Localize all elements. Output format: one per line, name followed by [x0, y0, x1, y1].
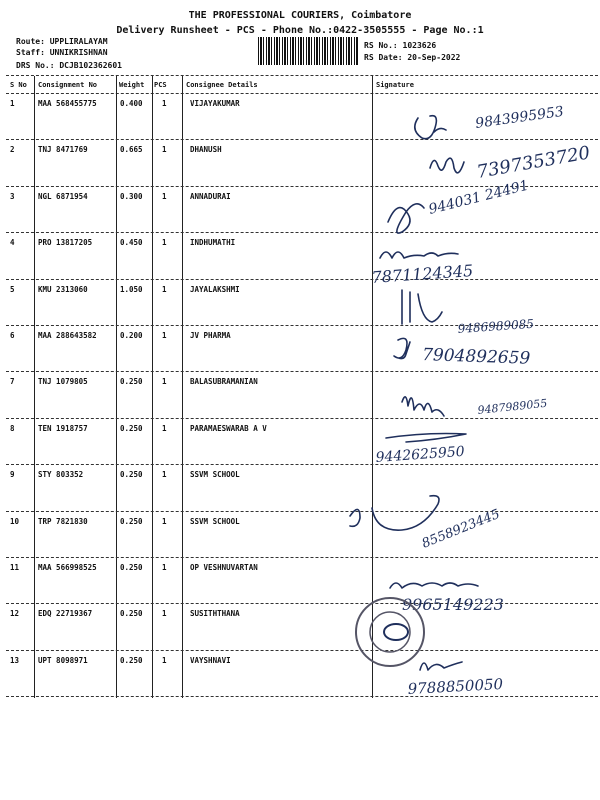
weight-cell: 0.200: [120, 331, 143, 340]
weight-cell: 0.250: [120, 609, 143, 619]
signature-stroke: [415, 116, 446, 139]
pieces-cell: 1: [162, 655, 167, 665]
consignment-number-cell: MAA 568455775: [38, 99, 97, 108]
signature-phone: 8558923445: [419, 506, 503, 552]
signature-phone: 9487989055: [476, 396, 548, 417]
weight-cell: 0.250: [120, 470, 143, 480]
signature-phone: 9965149223: [402, 595, 504, 614]
consignee-name-cell: DHANUSH: [190, 145, 222, 155]
consignment-number-cell: STY 803352: [38, 470, 84, 480]
signature-stroke: [430, 158, 464, 173]
signature-stroke: [402, 290, 442, 324]
consignment-number-cell: EDQ 22719367: [38, 609, 93, 619]
rs-date: RS Date: 20-Sep-2022: [364, 53, 461, 62]
serial-number-cell: 11: [10, 563, 20, 572]
consignment-number-cell: NGL 6871954: [38, 191, 88, 201]
consignee-name-cell: VAYSHNAVI: [190, 655, 231, 665]
weight-cell: 0.250: [120, 423, 143, 433]
consignment-number-cell: MAA 288643582: [38, 331, 97, 340]
signature-phone: 7904892659: [421, 345, 531, 369]
serial-number-cell: 8: [10, 423, 15, 433]
consignment-number-cell: TRP 7821830: [38, 516, 88, 526]
serial-number-cell: 13: [10, 655, 20, 665]
serial-number-cell: 12: [10, 609, 20, 619]
weight-cell: 0.300: [120, 191, 143, 201]
signature-stroke: [380, 252, 458, 258]
consignee-name-cell: JAYALAKSHMI: [190, 284, 240, 294]
consignment-number-cell: KMU 2313060: [38, 284, 88, 294]
consignment-number-cell: PRO 13817205: [38, 238, 93, 248]
weight-cell: 0.250: [120, 563, 143, 572]
signature-phone: 7397353720: [475, 142, 592, 183]
pieces-cell: 1: [162, 145, 167, 155]
pieces-cell: 1: [162, 191, 167, 201]
consignee-name-cell: JV PHARMA: [190, 331, 231, 340]
document-subtitle: Delivery Runsheet - PCS - Phone No.:0422-3505555 - Page No.:1: [116, 25, 484, 36]
consignee-name-cell: ANNADURAI: [190, 191, 231, 201]
route-label: Route: UPPLIRALAYAM: [16, 37, 108, 46]
consignment-number-cell: TNJ 1079805: [38, 377, 88, 387]
weight-cell: 0.250: [120, 655, 143, 665]
weight-cell: 0.250: [120, 516, 143, 526]
consignee-name-cell: INDHUMATHI: [190, 238, 236, 248]
column-header-signature: Signature: [376, 81, 414, 89]
pieces-cell: 1: [162, 284, 167, 294]
signature-stroke: [390, 583, 478, 588]
pieces-cell: 1: [162, 238, 167, 248]
consignee-name-cell: PARAMAESWARAB A V: [190, 423, 267, 433]
weight-cell: 0.250: [120, 377, 143, 387]
signature-phone: 944031 24491: [427, 177, 531, 218]
pieces-cell: 1: [162, 99, 167, 108]
consignee-name-cell: OP VESHNUVARTAN: [190, 563, 258, 572]
consignee-name-cell: SUSITHTHANA: [190, 609, 240, 619]
column-header-sno: S No: [10, 81, 27, 89]
drs-number: DRS No.: DCJB102362601: [16, 61, 122, 70]
serial-number-cell: 5: [10, 284, 15, 294]
signature-phone: 9442625950: [375, 443, 466, 466]
stamp-signature-loop: [384, 624, 408, 640]
pieces-cell: 1: [162, 470, 167, 480]
round-stamp-inner: [370, 612, 410, 652]
signature-stroke: [388, 204, 424, 233]
staff-label: Staff: UNNIKRISHNAN: [16, 48, 108, 57]
consignee-name-cell: BALASUBRAMANIAN: [190, 377, 258, 387]
weight-cell: 0.665: [120, 145, 143, 155]
signature-phone: 9788850050: [407, 675, 504, 698]
consignment-number-cell: TEN 1918757: [38, 423, 88, 433]
column-header-pcs: PCS: [154, 81, 167, 89]
document-title: THE PROFESSIONAL COURIERS, Coimbatore: [188, 10, 412, 21]
weight-cell: 0.400: [120, 99, 143, 108]
signature-phone: 9843995953: [474, 103, 565, 132]
signature-stroke: [394, 338, 410, 358]
serial-number-cell: 2: [10, 145, 15, 155]
consignee-name-cell: SSVM SCHOOL: [190, 516, 240, 526]
pieces-cell: 1: [162, 609, 167, 619]
consignment-number-cell: MAA 566998525: [38, 563, 97, 572]
serial-number-cell: 1: [10, 99, 15, 108]
pieces-cell: 1: [162, 377, 167, 387]
consignment-number-cell: UPT 8098971: [38, 655, 88, 665]
consignee-name-cell: VIJAYAKUMAR: [190, 99, 240, 108]
weight-cell: 1.050: [120, 284, 143, 294]
serial-number-cell: 6: [10, 331, 15, 340]
signature-phone: 7871124345: [370, 260, 474, 287]
pieces-cell: 1: [162, 331, 167, 340]
serial-number-cell: 4: [10, 238, 15, 248]
signature-stroke: [402, 397, 444, 416]
serial-number-cell: 7: [10, 377, 15, 387]
rs-number: RS No.: 1023626: [364, 41, 437, 50]
pieces-cell: 1: [162, 563, 167, 572]
serial-number-cell: 3: [10, 191, 15, 201]
column-header-consignee: Consignee Details: [186, 81, 258, 89]
serial-number-cell: 9: [10, 470, 15, 480]
pieces-cell: 1: [162, 516, 167, 526]
consignee-name-cell: SSVM SCHOOL: [190, 470, 240, 480]
pieces-cell: 1: [162, 423, 167, 433]
signature-phone: 9486989085: [457, 316, 535, 336]
column-header-consignment: Consignment No: [38, 81, 98, 89]
signature-stroke: [420, 662, 462, 670]
weight-cell: 0.450: [120, 238, 143, 248]
consignment-number-cell: TNJ 8471769: [38, 145, 88, 155]
serial-number-cell: 10: [10, 516, 20, 526]
signature-stroke: [386, 434, 466, 443]
column-header-weight: Weight: [119, 81, 145, 89]
round-stamp: [356, 598, 424, 666]
signature-stroke: [350, 496, 439, 530]
